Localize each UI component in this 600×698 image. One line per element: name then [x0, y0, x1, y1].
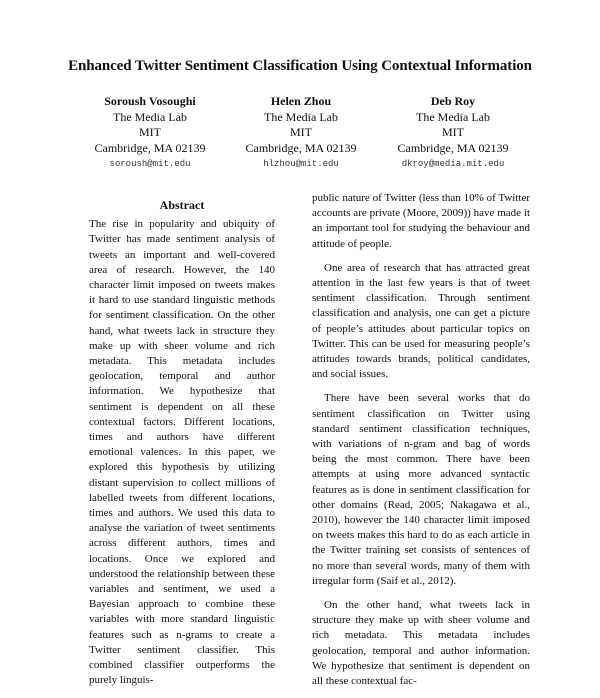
body-paragraph: One area of research that has attracted great attention in the last few years is that of tweet sentiment classification. Through sentiment classification and analysis, one can get a picture of people’s attitudes about particular topics on Twitter. This can be used for measuring people’s attitudes towards brands, political candidates, and social issues.: [312, 261, 530, 381]
author-name: Soroush Vosoughi: [104, 94, 196, 108]
author-affiliation: The Media Lab: [416, 109, 490, 124]
abstract-text: The rise in popularity and ubiquity of Twitter has made sentiment analysis of tweets an important and well-covered area of research. However, the 140 character limit imposed on tweets makes it hard to use standard linguistic methods for sentiment classification. On the other hand, what tweets lack in structure they make up with sheer volume and rich metadata. This metadata includes geolocation, temporal and author information. We hypothesize that sentiment is dependent on all these contextual factors. Different locations, times and authors have different emotional valences. In this paper, we explored this hypothesis by utilizing distant supervision to collect millions of labelled tweets from different locations, times and authors. We used this data to analyse the variation of tweet sentiments across different authors, times and locations. Once we explored and understood the relationship between these variables and sentiment, we used a Bayesian approach to combine these variables with more standard linguistic features such as n-grams to create a Twitter sentiment classifier. This combined classifier outperforms the purely linguis-: [89, 218, 275, 687]
author-location: Cambridge, MA 02139: [397, 140, 509, 155]
author-name: Helen Zhou: [270, 94, 332, 108]
author-email: soroush@mit.edu: [109, 159, 191, 169]
author-block: [368, 94, 538, 173]
abstract-heading: Abstract: [159, 198, 205, 212]
author-name: Deb Roy: [430, 94, 476, 108]
body-paragraph: public nature of Twitter (less than 10% of Twitter accounts are private (Moore, 2009)) have made it an important tool for studying the behaviour and attitude of people.: [312, 192, 530, 250]
body-paragraph: There have been several works that do sentiment classification on Twitter using standard sentiment classification techniques, with variations of n-gram and bag of words being the most common. There have been attempts at using more advanced syntactic features as is done in sentiment classification for other domains (Read, 2005; Nakagawa et al., 2010), however the 140 character limit imposed on tweets makes this hard to do as each article in the Twitter training set consists of sentences of no more than several words, many of them with irregular form (Saif et al., 2012).: [312, 392, 530, 587]
author-block: [216, 94, 386, 173]
body-paragraph: On the other hand, what tweets lack in structure they make up with sheer volume and rich metadata. This metadata includes geolocation, temporal and author information. We hypothesize that sentiment is dependent on all these contextual fac-: [312, 599, 530, 688]
author-affiliation: The Media Lab: [113, 109, 187, 124]
author-location: Cambridge, MA 02139: [94, 140, 206, 155]
author-block: [65, 94, 235, 173]
paper-title: Enhanced Twitter Sentiment Classification Using Contextual Information: [68, 58, 532, 74]
author-email: dkroy@media.mit.edu: [401, 159, 505, 169]
author-institution: MIT: [139, 125, 161, 139]
abstract-column: [89, 198, 275, 698]
author-location: Cambridge, MA 02139: [245, 140, 357, 155]
body-column: [312, 191, 530, 698]
author-affiliation: The Media Lab: [264, 109, 338, 124]
author-email: hlzhou@mit.edu: [263, 159, 339, 169]
author-institution: MIT: [290, 125, 312, 139]
author-institution: MIT: [442, 125, 464, 139]
